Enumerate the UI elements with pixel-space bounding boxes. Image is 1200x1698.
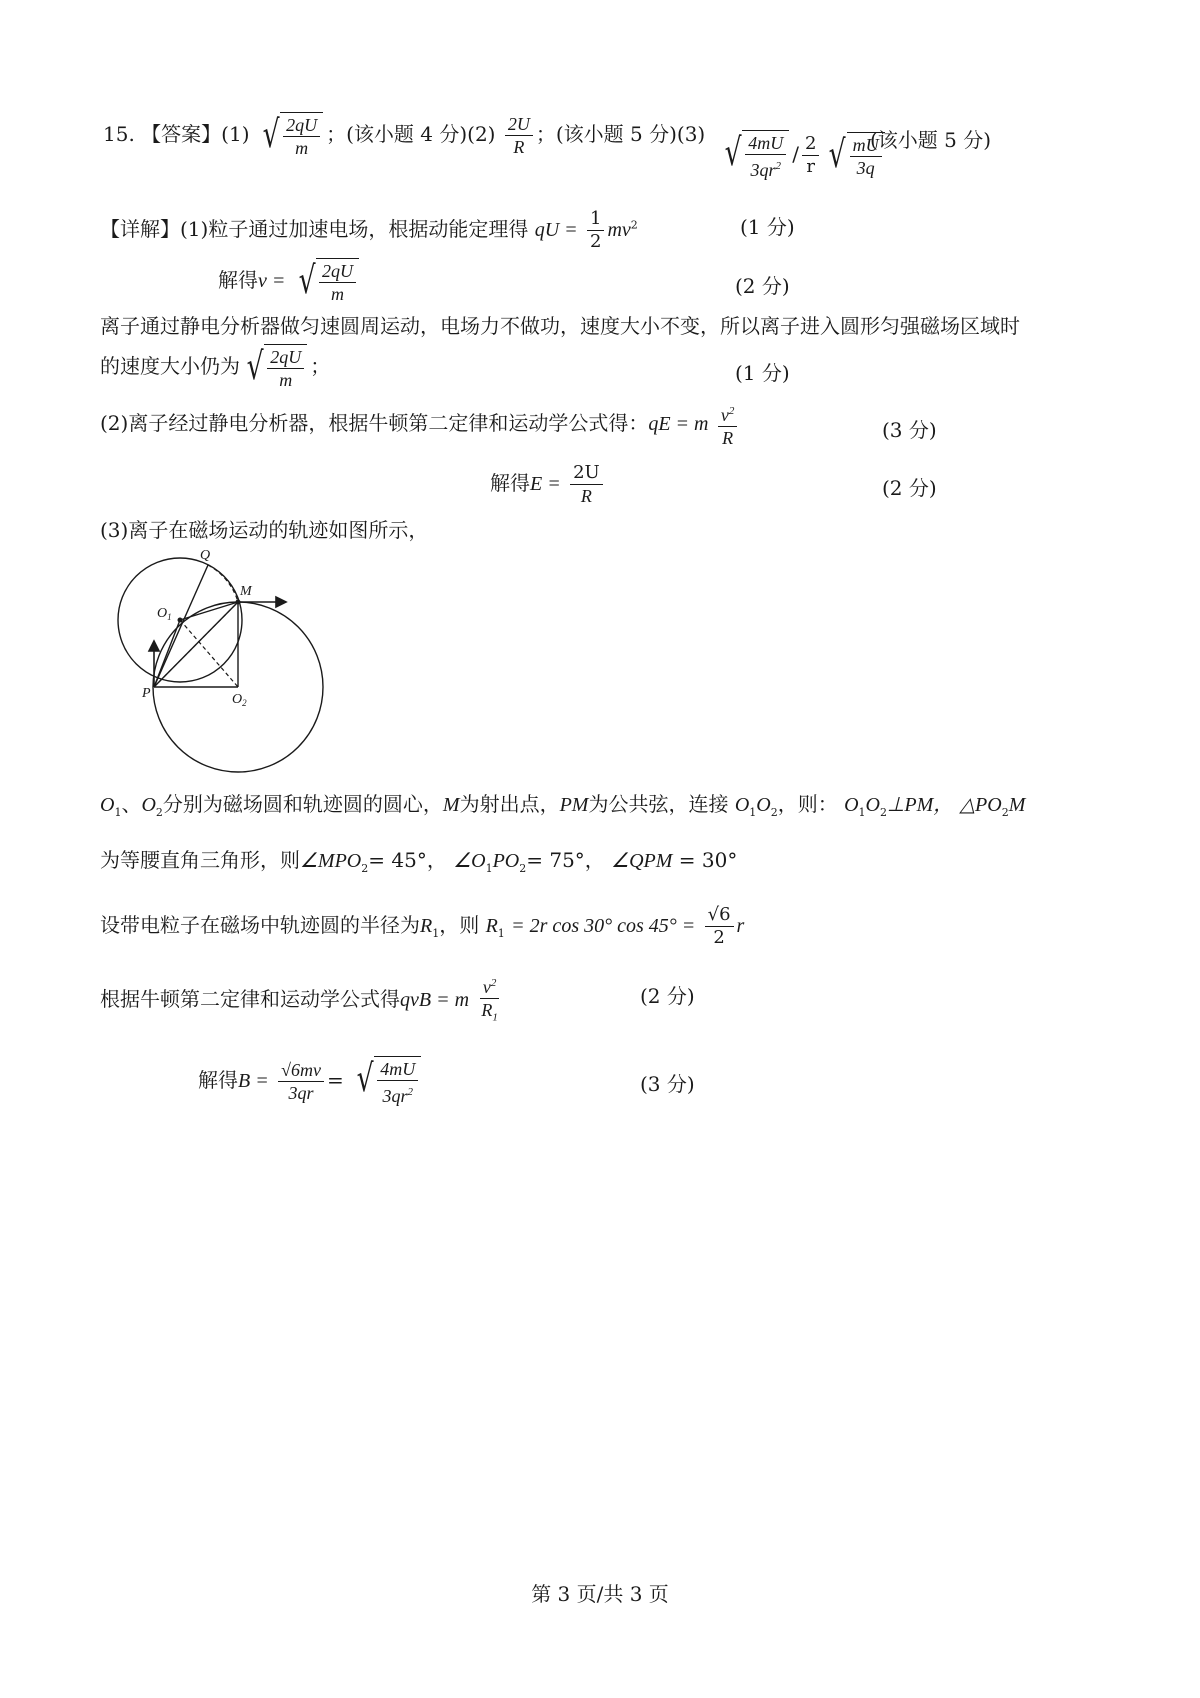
- detail-line-11: 根据牛顿第二定律和运动学公式得qvB = m $\frac{v^2}{R_1}$: [100, 972, 504, 1029]
- score-5: (2 分): [882, 476, 937, 500]
- score-7: (3 分): [640, 1072, 695, 1096]
- detail-line-5: (2)离子经过静电分析器，根据牛顿第二定律和运动学公式得：qE = m $\frac{v^2}{R}$: [100, 400, 740, 449]
- detail-line-12: 解得B = $\frac{√6mv}{3qr}$ = √ $\frac{4mU}{3qr^2}$: [198, 1056, 424, 1107]
- label-m: M: [240, 584, 252, 599]
- answer-3-expr: √ $\frac{4mU}{3qr^2}$ / $\frac{2}{r}$ √ $\frac{mU}{3q}$: [718, 130, 888, 181]
- question-number: 15.: [103, 122, 135, 146]
- detail-line-10: 设带电粒子在磁场中轨迹圆的半径为$R_1$，则 $R_1 = 2r$ cos 30° cos 45° = $\frac{√6}{2}$ r: [100, 904, 745, 948]
- answer-3-note: (该小题 5 分): [870, 128, 992, 152]
- score-2: (2 分): [735, 274, 790, 298]
- detail-line-3: 离子通过静电分析器做匀速圆周运动，电场力不做功，速度大小不变，所以离子进入圆形匀强磁场区域时: [100, 314, 1020, 338]
- answer-line: 15. 【答案】(1) √ $\frac{2qU}{m}$ ；(该小题 4 分)(2) $\frac{2U}{R}$ ；(该小题 5 分)(3): [103, 112, 706, 158]
- score-6: (2 分): [640, 984, 695, 1008]
- page-footer: 第 3 页/共 3 页: [531, 1582, 669, 1606]
- detail-line-4: 的速度大小仍为 √ $\frac{2qU}{m}$ ；: [100, 344, 331, 390]
- detail-line-2: 解得v = √ $\frac{2qU}{m}$: [218, 258, 362, 305]
- detail-line-6: 解得E = $\frac{2U}{R}$: [490, 462, 606, 507]
- detail-line-1: 【详解】(1)粒子通过加速电场，根据动能定理得 qU = $\frac{1}{2}$ $mv^2$: [100, 208, 638, 252]
- label-p: P: [142, 686, 151, 701]
- trajectory-figure: [110, 545, 350, 775]
- answer-2-frac: $\frac{2U}{R}$: [505, 113, 533, 158]
- score-1: (1 分): [740, 215, 795, 239]
- label-q: Q: [200, 548, 211, 563]
- detail-line-7: (3)离子在磁场运动的轨迹如图所示，: [100, 518, 429, 542]
- score-4: (3 分): [882, 418, 937, 442]
- detail-line-8: $O_1$、$O_2$分别为磁场圆和轨迹圆的圆心，M为射出点，PM为公共弦，连接 $O_1O_2$，则： $O_1O_2\perp PM$， $\triangle PO_2M$: [100, 792, 1026, 819]
- detail-line-9: 为等腰直角三角形，则$\angle MPO_2= 45^\circ$， $\angle O_1PO_2= 75^\circ$， ∠QPM = 30°: [100, 848, 738, 875]
- answer-1-sqrt: √ $\frac{2qU}{m}$: [259, 112, 323, 159]
- label-o1: $O_1$: [157, 606, 172, 622]
- score-3: (1 分): [735, 361, 790, 385]
- label-o2: $O_2$: [232, 692, 247, 708]
- answer-tag: 【答案】: [141, 122, 222, 146]
